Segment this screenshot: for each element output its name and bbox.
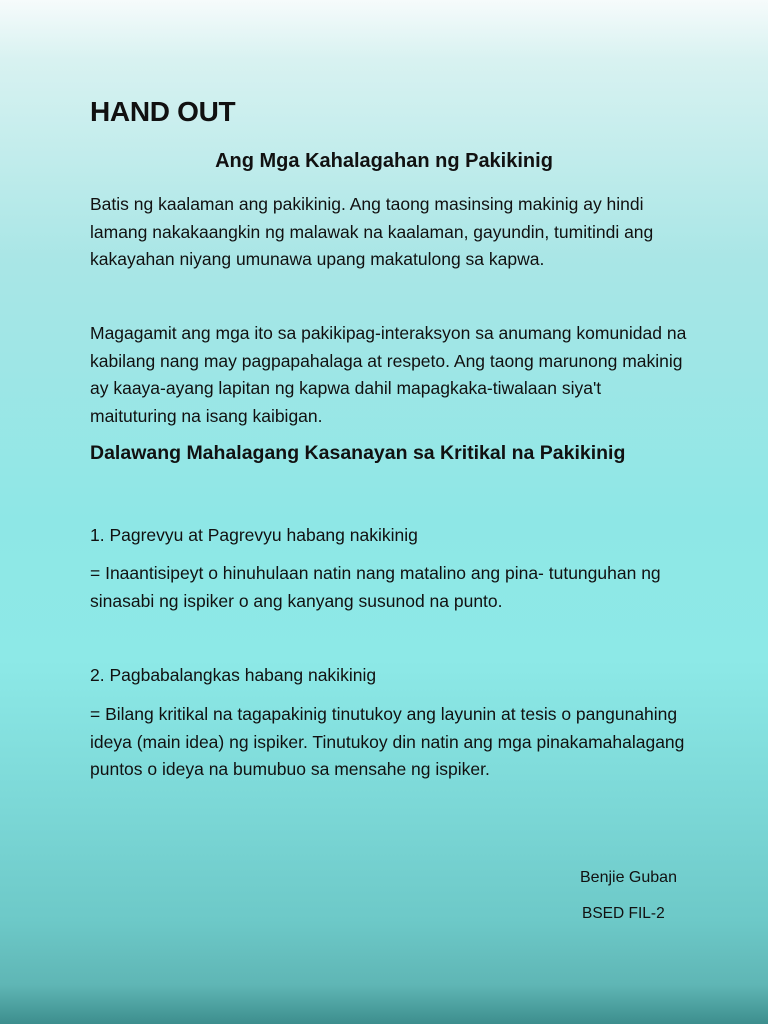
paragraph-1: Batis ng kaalaman ang pakikinig. Ang taong masinsing makinig ay hindi lamang nakakaangkin ng malawak na kaalaman, gayundin, tumitindi ang kakayahan niyang umunawa upang makatulong sa kapwa.	[90, 194, 654, 269]
item-1-description: = Inaantisipeyt o hinuhulaan natin nang matalino ang pina- tutunguhan ng sinasabi ng ispiker o ang kanyang susunod na punto.	[90, 563, 661, 611]
paragraph-2: Magagamit ang mga ito sa pakikipag-interaksyon sa anumang komunidad na kabilang nang may pagpapahalaga at respeto. Ang taong marunong makinig ay kaaya-ayang lapitan ng kapwa dahil mapagkaka-tiwalaan siya't maituturing na isang kaibigan.	[90, 323, 687, 426]
item-2-title: 2. Pagbabalangkas habang nakikinig	[90, 665, 377, 685]
author-name: Benjie Guban	[580, 869, 677, 886]
item-2-description: = Bilang kritikal na tagapakinig tinutukoy ang layunin at tesis o pangunahing ideya (main idea) ng ispiker. Tinutukoy din natin ang mga pinakamahalagang puntos o ideya na bumubuo sa mensahe ng ispiker.	[90, 704, 685, 779]
author-course: BSED FIL-2	[582, 905, 665, 922]
subtitle-text: Ang Mga Kahalagahan ng Pakikinig	[215, 150, 553, 172]
section-heading: Dalawang Mahalagang Kasanayan sa Kritikal na Pakikinig	[90, 442, 626, 464]
item-1-title: 1. Pagrevyu at Pagrevyu habang nakikinig	[90, 525, 418, 545]
document-subtitle	[0, 150, 768, 173]
document-heading: HAND OUT	[90, 96, 236, 127]
